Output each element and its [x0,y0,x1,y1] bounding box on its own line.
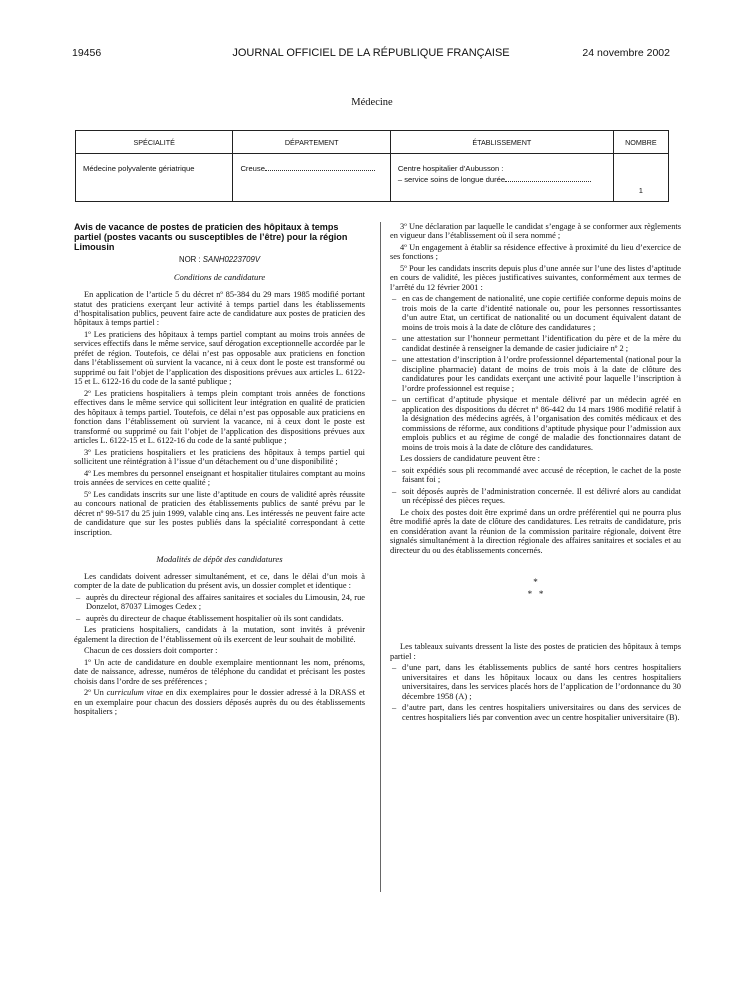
paragraph: Les praticiens hospitaliers, candidats à la mutation, sont invités à prévenir également la direction de l’établissement où ils exercent de leur souhait de mobilité. [74,625,365,644]
list-item: – auprès du directeur régional des affaires sanitaires et sociales du Limousin, 24, rue Donzelot, 87037 Limoges Cedex ; [74,593,365,612]
dash-list [390,663,681,722]
paragraph: Chacun de ces dossiers doit comporter : [84,646,218,656]
nor-reference: NOR : SANH0223709V [178,254,261,264]
column-divider [380,222,381,892]
list-item: – soit expédiés sous pli recommandé avec accusé de réception, le cachet de la poste faisant foi ; [390,466,681,485]
paragraph: 1º Un acte de candidature en double exemplaire mentionnant les nom, prénoms, date de naissance, adresse, numéros de téléphone du candidat et précisant les postes choisis dans l’ordre de ses préférences ; [74,657,365,686]
header-departement: DÉPARTEMENT [233,131,390,154]
paragraph: Les candidats doivent adresser simultanément, et ce, dans le délai d’un mois à compter de la date de publication du présent avis, un dossier complet et identique : [74,571,365,591]
journal-title: JOURNAL OFFICIEL DE LA RÉPUBLIQUE FRANÇAISE [232,47,510,59]
paragraph: 5º Les candidats inscrits sur une liste d’aptitude en cours de validité après réussite au concours national de praticien des établissements publics de santé prévu par le décret nº 99-517 du 25 juin 1999, valable cinq ans. Les intéressés ne peuvent faire acte de candidature que sur les postes publiés dans la spécialité correspondant à cette inscription. [74,489,365,537]
paragraph: En application de l’article 5 du décret nº 85-384 du 29 mars 1985 modifié portant statut des praticiens exerçant leur activité à temps partiel dans les établissements d’hospitalisation publics, peuvent faire acte de candidature aux postes de praticien des hôpitaux à temps partiel : [74,290,365,328]
header-etablissement: ÉTABLISSEMENT [390,131,613,154]
vacancy-table [75,130,669,202]
paragraph: Les tableaux suivants dressent la liste des postes de praticien des hôpitaux à temps partiel : [390,642,681,661]
issue-date: 24 novembre 2002 [582,47,670,59]
table-row [76,154,669,202]
paragraph: 4º Les membres du personnel enseignant et hospitalier titulaires comptant au moins trois années de services en cette qualité ; [74,468,365,488]
list-item: – une attestation d’inscription à l’ordre professionnel départemental (national pour la discipline pharmacie) datant de moins de trois mois à la date de clôture des candidatures pour les candidats exerçant une activité pour laquelle l’inscription à l’ordre professionnel est requise ; [390,355,681,393]
paragraph: 5º Pour les candidats inscrits depuis plus d’une année sur l’une des listes d’aptitude en cours de validité, les pièces justificatives suivantes, conformément aux termes de l’arrêté du 12 février 2001 : [390,263,681,292]
list-item: – un certificat d’aptitude physique et mentale délivré par un médecin agréé en application des dispositions du décret nº 86-442 du 14 mars 1986 modifié relatif à la désignation des médecins agréés, à l’organisation des comités médicaux et des commissions de réforme, aux conditions d’aptitude physique pour l’admission aux emplois publics et au régime de congé de maladie des fonctionnaires datant de moins de trois mois à la date de clôture des candidatures. [390,395,681,452]
list-item: – auprès du directeur de chaque établissement hospitalier où ils sont candidats. [74,614,365,623]
cell-nombre: 1 [613,154,668,202]
paragraph: 1º Les praticiens des hôpitaux à temps partiel comptant au moins trois années de services effectifs dans le même service, sauf dérogation exceptionnelle accordée par le préfet de région. Toutefois, ce délai n’est pas opposable aux praticiens en fonction dans l’établissement où survient la vacance, ni à ceux dont le poste est transformé ou supprimé ou fait l’objet de l’application des dispositions prévues aux articles L. 6122-15 et L. 6122-16 du code de la santé publique ; [74,329,365,387]
right-column [390,222,681,724]
list-item: – en cas de changement de nationalité, une copie certifiée conforme depuis moins de trois mois de la carte d’identité nationale ou, pour les personnes ressortissantes d’un autre Etat, un certificat de nationalité ou un document équivalent datant de moins de trois mois à la date de clôture des candidatures ; [390,294,681,332]
paragraph: 4º Un engagement à établir sa résidence effective à proximité du lieu d’exercice de ses fonctions ; [390,242,681,262]
cell-etablissement: Centre hospitalier d’Aubusson : – service soins de longue durée [390,154,613,202]
paragraph: 2º Les praticiens hospitaliers à temps plein comptant trois années de fonctions effectives dans le même service qui sollicitent leur intégration en qualité de praticien des hôpitaux à temps partiel. Toutefois, ce délai n’est pas opposable aux praticiens en fonction dans l’établissement où survient la vacance, ni à ceux dont le poste est transformé ou supprimé ou fait l’objet de l’application des dispositions prévues aux articles L. 6122-15 et L. 6122-16 du code de la santé publique ; [74,388,365,446]
dash-list [390,294,681,452]
page-header [72,47,670,63]
list-item: – soit déposés auprès de l’administration concernée. Il est délivré alors au candidat un récépissé des pièces reçues. [390,487,681,506]
notice-title: Avis de vacance de postes de praticien des hôpitaux à temps partiel (postes vacants ou susceptibles de l’être) pour la région Limousin [74,222,348,253]
cell-departement: Creuse [233,154,390,202]
list-item: – une attestation sur l’honneur permettant l’identification du père et de la mère du candidat destinée à renseigner la demande de casier judiciaire nº 2 ; [390,334,681,353]
section-separator: * * * [527,576,544,599]
header-nombre: NOMBRE [613,131,668,154]
left-column [74,222,365,719]
list-item: – d’autre part, dans les centres hospitaliers universitaires ou dans des services de centres hospitaliers liés par convention avec un centre hospitalier universitaire (B). [390,703,681,722]
dot-leader [265,170,375,171]
subheading-modalites: Modalités de dépôt des candidatures [156,554,283,565]
table-header-row [76,131,669,154]
paragraph: 3º Une déclaration par laquelle le candidat s’engage à se conformer aux règlements en vigueur dans l’établissement où il sera nommé ; [390,222,681,241]
list-item: – d’une part, dans les établissements publics de santé hors centres hospitaliers universitaires et dans les hôpitaux locaux ou dans les centres hospitaliers universitaires, dans les services placés hors de l’application de l’ordonnance du 30 décembre 1958 (A) ; [390,663,681,701]
dot-leader [505,181,591,182]
paragraph: Les dossiers de candidature peuvent être : [400,454,540,464]
dash-list [390,466,681,506]
header-specialite: SPÉCIALITÉ [76,131,233,154]
dash-list [74,593,365,623]
paragraph: 3º Les praticiens hospitaliers et les praticiens des hôpitaux à temps partiel qui sollicitent une réintégration à l’issue d’un détachement ou d’une disponibilité ; [74,447,365,467]
paragraph: Le choix des postes doit être exprimé dans un ordre préférentiel qui ne pourra plus être modifié après la date de clôture des candidatures. Les retraits de candidature, pris en considération avant la réunion de la commission paritaire régionale, doivent être signalés simultanément à la direction régionale des affaires sanitaires et sociales et au directeur du ou des établissements concernés. [390,507,681,555]
section-title: Médecine [351,97,393,108]
paragraph: 2º Un curriculum vitae en dix exemplaires pour le dossier adressé à la DRASS et en un exemplaire pour chacun des dossiers déposés auprès du ou des établissements hospitaliers ; [74,688,366,717]
cell-specialite: Médecine polyvalente gériatrique [76,154,233,202]
subheading-conditions: Conditions de candidature [173,272,266,283]
page-number: 19456 [72,47,102,59]
